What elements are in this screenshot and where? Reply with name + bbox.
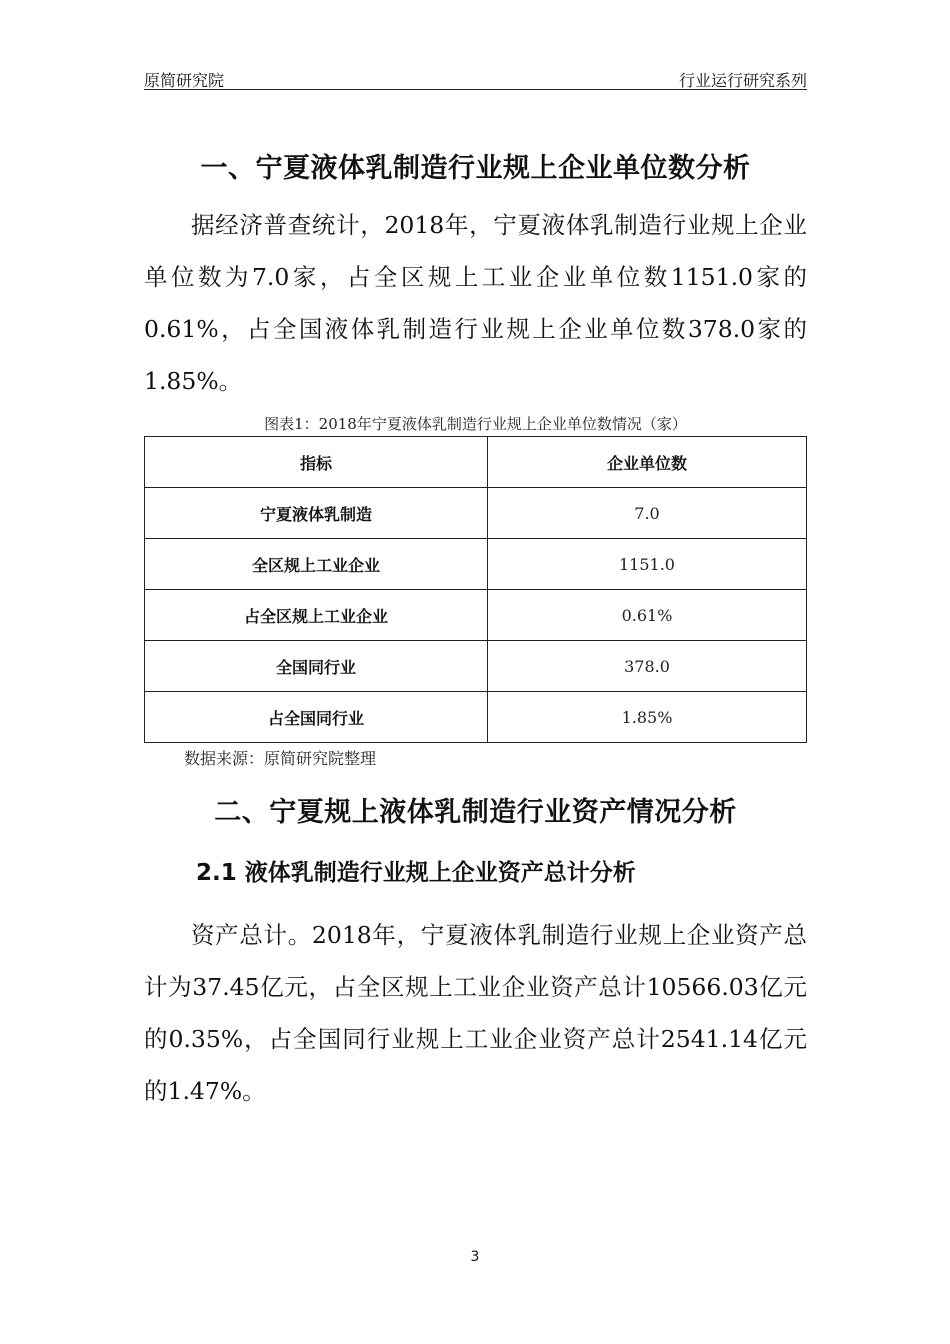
table-caption: 图表1：2018年宁夏液体乳制造行业规上企业单位数情况（家） xyxy=(264,415,687,433)
page-number: 3 xyxy=(470,1249,480,1265)
row-label: 占全区规上工业企业 xyxy=(145,590,488,641)
row-label: 全国同行业 xyxy=(145,641,488,692)
section2-paragraph: 资产总计。2018年，宁夏液体乳制造行业规上企业资产总计为37.45亿元，占全区规上工业企业资产总计10566.03亿元的0.35%，占全国同行业规上工业企业资产总计2541.14亿元的1.47%。 xyxy=(144,921,807,1105)
table-row xyxy=(145,641,807,692)
table-header-row xyxy=(145,437,807,488)
table-row xyxy=(145,539,807,590)
table-header-count: 企业单位数 xyxy=(488,437,807,488)
table-row xyxy=(145,590,807,641)
table-row xyxy=(145,488,807,539)
table-source-note: 数据来源：原简研究院整理 xyxy=(184,749,377,768)
table-header-indicator: 指标 xyxy=(145,437,488,488)
row-label: 占全国同行业 xyxy=(145,692,488,743)
row-value: 7.0 xyxy=(488,488,807,539)
row-value: 378.0 xyxy=(488,641,807,692)
section2-title: 二、宁夏规上液体乳制造行业资产情况分析 xyxy=(214,797,737,828)
table-row xyxy=(145,692,807,743)
data-table xyxy=(144,436,807,743)
header-right-title: 行业运行研究系列 xyxy=(678,71,807,90)
row-value: 1.85% xyxy=(488,692,807,743)
header-left-title: 原简研究院 xyxy=(144,71,225,90)
header-divider xyxy=(144,89,807,90)
row-label: 宁夏液体乳制造 xyxy=(145,488,488,539)
section1-paragraph: 据经济普查统计，2018年，宁夏液体乳制造行业规上企业单位数为7.0家，占全区规上工业企业单位数1151.0家的0.61%，占全国液体乳制造行业规上企业单位数378.0家的1.85%。 xyxy=(144,211,807,395)
section1-title: 一、宁夏液体乳制造行业规上企业单位数分析 xyxy=(200,153,751,184)
row-value: 1151.0 xyxy=(488,539,807,590)
section2-subtitle: 2.1 液体乳制造行业规上企业资产总计分析 xyxy=(196,860,636,886)
row-label: 全区规上工业企业 xyxy=(145,539,488,590)
row-value: 0.61% xyxy=(488,590,807,641)
